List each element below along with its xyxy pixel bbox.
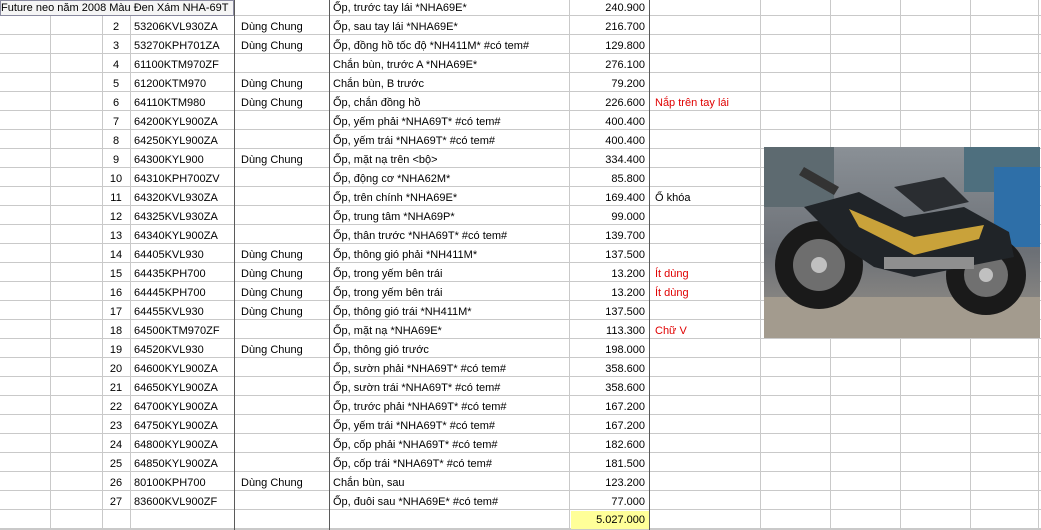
usage-type-cell[interactable]: Dùng Chung xyxy=(241,78,303,90)
part-description-cell[interactable]: Ốp, trên chính *NHA69E* xyxy=(333,192,458,204)
part-description-cell[interactable]: Ốp, chắn đồng hồ xyxy=(333,97,421,109)
row-number-cell[interactable]: 8 xyxy=(112,135,120,147)
part-description-cell[interactable]: Ốp, động cơ *NHA62M* xyxy=(333,173,451,185)
price-cell[interactable]: 79.200 xyxy=(611,78,645,90)
usage-type-cell[interactable] xyxy=(241,189,327,208)
price-cell[interactable]: 240.900 xyxy=(605,2,645,14)
row-number-cell[interactable]: 27 xyxy=(109,496,123,508)
row-number-cell[interactable]: 19 xyxy=(109,344,123,356)
row-number-cell[interactable]: 22 xyxy=(109,401,123,413)
sheet-title-cell[interactable]: Future neo năm 2008 Màu Đen Xám NHA-69T xyxy=(0,0,234,16)
part-description-cell[interactable]: Ốp, trong yếm bên trái xyxy=(333,287,443,299)
part-code-cell[interactable]: 64520KVL930 xyxy=(134,344,204,356)
row-number-cell[interactable]: 9 xyxy=(112,154,120,166)
note-cell[interactable] xyxy=(655,417,761,436)
row-number-cell[interactable]: 25 xyxy=(109,458,123,470)
note-cell[interactable] xyxy=(655,18,761,37)
usage-type-cell[interactable] xyxy=(241,132,327,151)
part-description-cell[interactable]: Ốp, cốp trái *NHA69T* #có tem# xyxy=(333,458,492,470)
row-number-cell[interactable]: 4 xyxy=(112,59,120,71)
part-description-cell[interactable]: Ốp, đồng hồ tốc độ *NH411M* #có tem# xyxy=(333,40,530,52)
row-number-cell[interactable]: 17 xyxy=(109,306,123,318)
price-cell[interactable]: 181.500 xyxy=(605,458,645,470)
part-description-cell[interactable]: Chắn bùn, B trước xyxy=(333,78,425,90)
part-description-cell[interactable]: Ốp, trước phải *NHA69T* #có tem# xyxy=(333,401,507,413)
row-number-cell[interactable]: 6 xyxy=(112,97,120,109)
usage-type-cell[interactable]: Dùng Chung xyxy=(241,287,303,299)
note-cell[interactable] xyxy=(655,37,761,56)
note-cell[interactable] xyxy=(655,303,761,322)
part-code-cell[interactable]: 64600KYL900ZA xyxy=(134,363,218,375)
part-description-cell[interactable]: Ốp, thông gió phải *NH411M* xyxy=(333,249,478,261)
row-number-cell[interactable]: 14 xyxy=(109,249,123,261)
usage-type-cell[interactable] xyxy=(241,0,327,18)
note-cell[interactable] xyxy=(655,0,761,18)
part-code-cell[interactable]: 64500KTM970ZF xyxy=(134,325,220,337)
usage-type-cell[interactable] xyxy=(241,322,327,341)
part-code-cell[interactable]: 64325KVL930ZA xyxy=(134,211,218,223)
note-cell[interactable] xyxy=(655,341,761,360)
part-description-cell[interactable]: Ốp, sườn trái *NHA69T* #có tem# xyxy=(333,382,501,394)
note-cell[interactable]: Nắp trên tay lái xyxy=(655,97,729,109)
note-cell[interactable] xyxy=(655,170,761,189)
part-code-cell[interactable]: 53206KVL930ZA xyxy=(134,21,218,33)
row-number-cell[interactable]: 12 xyxy=(109,211,123,223)
part-description-cell[interactable]: Ốp, yếm phải *NHA69T* #có tem# xyxy=(333,116,501,128)
price-cell[interactable]: 198.000 xyxy=(605,344,645,356)
price-cell[interactable]: 276.100 xyxy=(605,59,645,71)
note-cell[interactable]: Ít dùng xyxy=(655,268,689,280)
usage-type-cell[interactable] xyxy=(241,56,327,75)
part-description-cell[interactable]: Ốp, trước tay lái *NHA69E* xyxy=(333,2,467,14)
part-code-cell[interactable]: 64250KYL900ZA xyxy=(134,135,218,147)
note-cell[interactable] xyxy=(655,151,761,170)
part-code-cell[interactable]: 64320KVL930ZA xyxy=(134,192,218,204)
price-cell[interactable]: 334.400 xyxy=(605,154,645,166)
price-cell[interactable]: 167.200 xyxy=(605,401,645,413)
row-number-cell[interactable]: 26 xyxy=(109,477,123,489)
note-cell[interactable] xyxy=(655,246,761,265)
part-description-cell[interactable]: Chắn bùn, trước A *NHA69E* xyxy=(333,59,478,71)
usage-type-cell[interactable] xyxy=(241,113,327,132)
usage-type-cell[interactable]: Dùng Chung xyxy=(241,306,303,318)
price-cell[interactable]: 358.600 xyxy=(605,382,645,394)
row-number-cell[interactable] xyxy=(104,0,128,18)
part-description-cell[interactable]: Ốp, yếm trái *NHA69T* #có tem# xyxy=(333,420,496,432)
price-cell[interactable]: 400.400 xyxy=(605,135,645,147)
part-code-cell[interactable]: 61200KTM970 xyxy=(134,78,207,90)
price-cell[interactable]: 113.300 xyxy=(606,325,645,337)
usage-type-cell[interactable]: Dùng Chung xyxy=(241,268,303,280)
note-cell[interactable] xyxy=(655,132,761,151)
part-description-cell[interactable]: Ốp, mặt nạ *NHA69E* xyxy=(333,325,442,337)
part-description-cell[interactable]: Ốp, thông gió trước xyxy=(333,344,429,356)
row-number-cell[interactable]: 7 xyxy=(112,116,120,128)
part-code-cell[interactable]: 83600KVL900ZF xyxy=(134,496,218,508)
note-cell[interactable] xyxy=(655,455,761,474)
part-code-cell[interactable]: 64435KPH700 xyxy=(134,268,206,280)
row-number-cell[interactable]: 16 xyxy=(109,287,123,299)
row-number-cell[interactable]: 13 xyxy=(109,230,123,242)
part-description-cell[interactable]: Ốp, trong yếm bên trái xyxy=(333,268,443,280)
usage-type-cell[interactable]: Dùng Chung xyxy=(241,40,303,52)
part-code-cell[interactable]: 64340KYL900ZA xyxy=(134,230,218,242)
part-description-cell[interactable]: Ốp, yếm trái *NHA69T* #có tem# xyxy=(333,135,496,147)
row-number-cell[interactable]: 3 xyxy=(112,40,120,52)
price-cell[interactable]: 358.600 xyxy=(605,363,645,375)
price-cell[interactable]: 400.400 xyxy=(605,116,645,128)
note-cell[interactable] xyxy=(655,208,761,227)
part-description-cell[interactable]: Chắn bùn, sau xyxy=(333,477,405,489)
usage-type-cell[interactable] xyxy=(241,398,327,417)
part-code-cell[interactable]: 64650KYL900ZA xyxy=(134,382,218,394)
note-cell[interactable]: Chữ V xyxy=(655,325,687,337)
part-code-cell[interactable]: 64850KYL900ZA xyxy=(134,458,218,470)
part-description-cell[interactable]: Ốp, mặt nạ trên <bộ> xyxy=(333,154,438,166)
note-cell[interactable] xyxy=(655,436,761,455)
usage-type-cell[interactable]: Dùng Chung xyxy=(241,344,303,356)
part-code-cell[interactable]: 64405KVL930 xyxy=(134,249,204,261)
part-description-cell[interactable]: Ốp, trung tâm *NHA69P* xyxy=(333,211,455,223)
price-cell[interactable]: 139.700 xyxy=(605,230,645,242)
part-code-cell[interactable]: 64300KYL900 xyxy=(134,154,204,166)
note-cell[interactable]: Ít dùng xyxy=(655,287,689,299)
usage-type-cell[interactable] xyxy=(241,360,327,379)
price-cell[interactable]: 182.600 xyxy=(605,439,645,451)
part-code-cell[interactable]: 64800KYL900ZA xyxy=(134,439,218,451)
row-number-cell[interactable]: 18 xyxy=(109,325,123,337)
note-cell[interactable] xyxy=(655,227,761,246)
row-number-cell[interactable]: 24 xyxy=(109,439,123,451)
usage-type-cell[interactable] xyxy=(241,417,327,436)
price-cell[interactable]: 13.200 xyxy=(611,287,645,299)
note-cell[interactable] xyxy=(655,75,761,94)
part-code-cell[interactable]: 64310KPH700ZV xyxy=(134,173,220,185)
part-code-cell[interactable]: 64700KYL900ZA xyxy=(134,401,218,413)
part-description-cell[interactable]: Ốp, thân trước *NHA69T* #có tem# xyxy=(333,230,508,242)
row-number-cell[interactable]: 10 xyxy=(109,173,123,185)
row-number-cell[interactable]: 20 xyxy=(109,363,123,375)
part-code-cell[interactable]: 53270KPH701ZA xyxy=(134,40,220,52)
part-code-cell[interactable]: 64750KYL900ZA xyxy=(134,420,218,432)
usage-type-cell[interactable] xyxy=(241,227,327,246)
row-number-cell[interactable]: 11 xyxy=(110,192,122,204)
usage-type-cell[interactable]: Dùng Chung xyxy=(241,21,303,33)
price-cell[interactable]: 137.500 xyxy=(605,249,645,261)
usage-type-cell[interactable]: Dùng Chung xyxy=(241,249,303,261)
usage-type-cell[interactable] xyxy=(241,379,327,398)
total-price-cell[interactable]: 5.027.000 xyxy=(571,511,649,529)
note-cell[interactable] xyxy=(655,360,761,379)
price-cell[interactable]: 169.400 xyxy=(605,192,645,204)
price-cell[interactable]: 137.500 xyxy=(605,306,645,318)
part-description-cell[interactable]: Ốp, thông gió trái *NH411M* xyxy=(333,306,472,318)
note-cell[interactable] xyxy=(655,398,761,417)
part-code-cell[interactable]: 64200KYL900ZA xyxy=(134,116,218,128)
part-code-cell[interactable]: 61100KTM970ZF xyxy=(134,59,219,71)
note-cell[interactable] xyxy=(655,56,761,75)
price-cell[interactable]: 13.200 xyxy=(611,268,645,280)
price-cell[interactable]: 77.000 xyxy=(611,496,645,508)
row-number-cell[interactable]: 15 xyxy=(109,268,123,280)
price-cell[interactable]: 167.200 xyxy=(605,420,645,432)
note-cell[interactable] xyxy=(655,379,761,398)
note-cell[interactable] xyxy=(655,493,761,512)
usage-type-cell[interactable] xyxy=(241,208,327,227)
price-cell[interactable]: 99.000 xyxy=(611,211,645,223)
part-code-cell[interactable]: 80100KPH700 xyxy=(134,477,206,489)
usage-type-cell[interactable]: Dùng Chung xyxy=(241,97,303,109)
part-description-cell[interactable]: Ốp, đuôi sau *NHA69E* #có tem# xyxy=(333,496,499,508)
part-code-cell[interactable] xyxy=(134,0,232,18)
row-number-cell[interactable]: 21 xyxy=(109,382,123,394)
part-description-cell[interactable]: Ốp, cốp phải *NHA69T* #có tem# xyxy=(333,439,498,451)
part-code-cell[interactable]: 64445KPH700 xyxy=(134,287,206,299)
note-cell[interactable] xyxy=(655,113,761,132)
part-code-cell[interactable]: 64110KTM980 xyxy=(134,97,206,109)
price-cell[interactable]: 129.800 xyxy=(605,40,645,52)
note-cell[interactable] xyxy=(655,474,761,493)
price-cell[interactable]: 216.700 xyxy=(605,21,645,33)
part-description-cell[interactable]: Ốp, sau tay lái *NHA69E* xyxy=(333,21,458,33)
part-description-cell[interactable]: Ốp, sườn phải *NHA69T* #có tem# xyxy=(333,363,506,375)
usage-type-cell[interactable] xyxy=(241,493,327,512)
usage-type-cell[interactable]: Dùng Chung xyxy=(241,477,303,489)
part-code-cell[interactable]: 64455KVL930 xyxy=(134,306,204,318)
row-number-cell[interactable]: 23 xyxy=(109,420,123,432)
row-number-cell[interactable]: 5 xyxy=(112,78,120,90)
price-cell[interactable]: 123.200 xyxy=(605,477,645,489)
row-number-cell[interactable]: 2 xyxy=(112,21,120,33)
usage-type-cell[interactable] xyxy=(241,436,327,455)
usage-type-cell[interactable] xyxy=(241,170,327,189)
price-cell[interactable]: 85.800 xyxy=(611,173,645,185)
price-cell[interactable]: 226.600 xyxy=(605,97,645,109)
usage-type-cell[interactable] xyxy=(241,455,327,474)
motorcycle-photo[interactable] xyxy=(764,147,1040,338)
note-cell[interactable]: Ổ khóa xyxy=(655,192,691,204)
usage-type-cell[interactable]: Dùng Chung xyxy=(241,154,303,166)
